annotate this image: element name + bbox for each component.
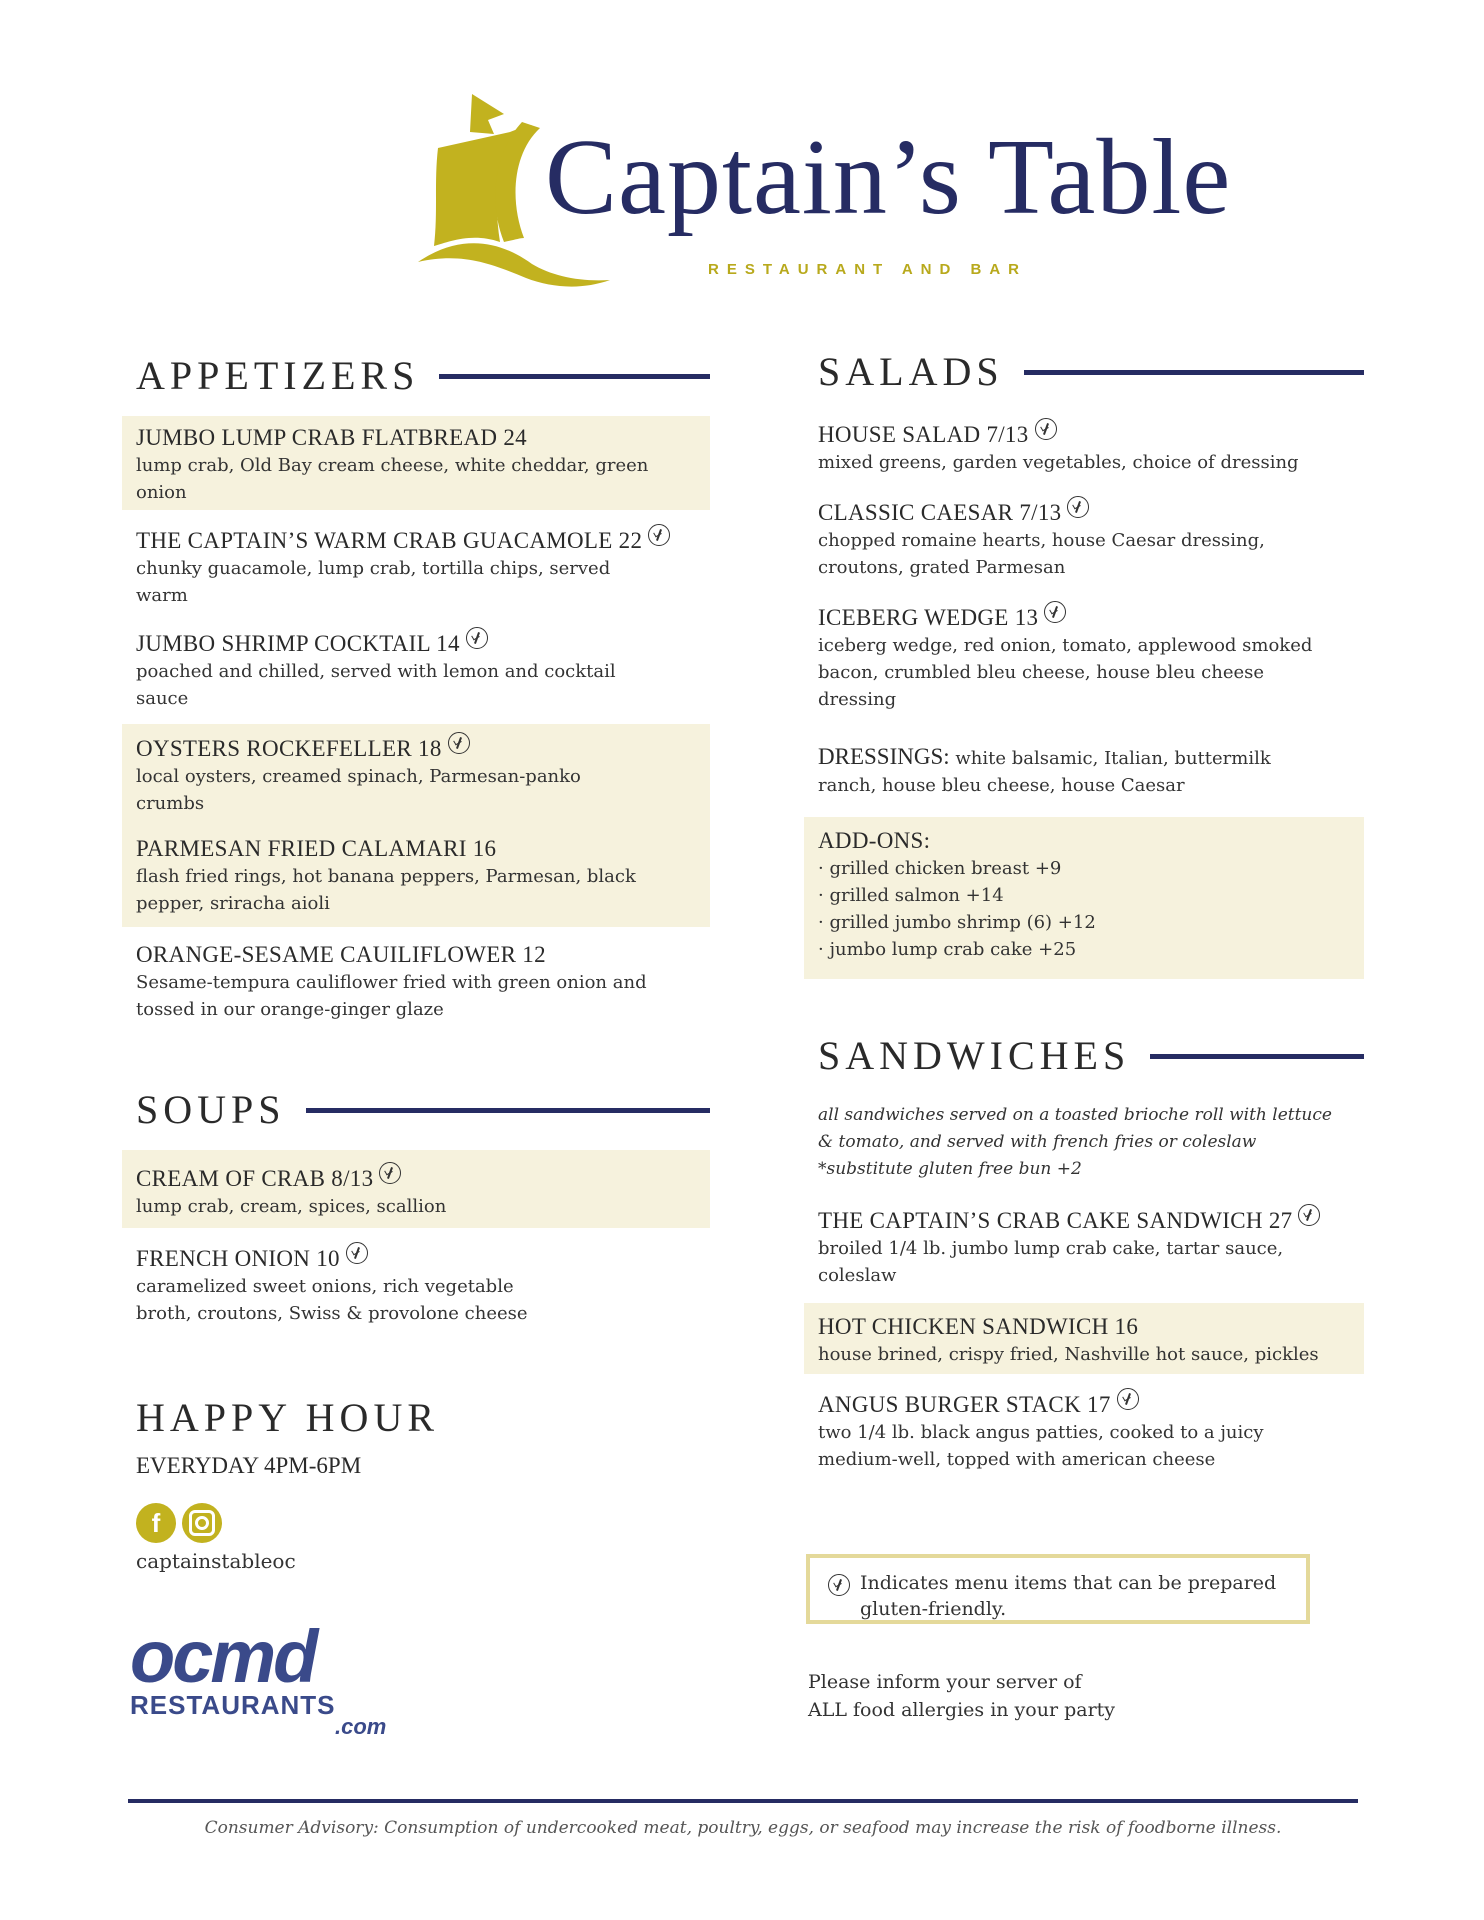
item-title: JUMBO LUMP CRAB FLATBREAD 24 bbox=[136, 425, 527, 450]
menu-item bbox=[122, 1150, 710, 1228]
item-title: ANGUS BURGER STACK 17 bbox=[818, 1392, 1111, 1417]
item-description: flash fried rings, hot banana peppers, Parmesan, black pepper, sriracha aioli bbox=[136, 866, 636, 914]
gluten-free-icon bbox=[379, 1162, 401, 1184]
happy-hour-heading: HAPPY HOUR bbox=[136, 1395, 440, 1440]
menu-item bbox=[122, 518, 710, 615]
item-description: house brined, crispy fried, Nashville hot sauce, pickles bbox=[818, 1344, 1319, 1365]
sandwiches-heading: SANDWICHES bbox=[818, 1033, 1131, 1078]
section-rule bbox=[1150, 1054, 1364, 1059]
menu-item bbox=[122, 732, 710, 823]
item-title: ORANGE-SESAME CAUILIFLOWER 12 bbox=[136, 942, 546, 967]
restaurant-logo bbox=[412, 92, 1232, 292]
happy-hour-times: EVERYDAY 4PM-6PM bbox=[136, 1453, 362, 1478]
gluten-free-icon bbox=[648, 524, 670, 546]
item-description: lump crab, cream, spices, scallion bbox=[136, 1196, 447, 1217]
salads-header bbox=[818, 348, 1364, 395]
appetizers-list bbox=[122, 416, 710, 1029]
add-on-item: · grilled jumbo shrimp (6) +12 bbox=[818, 912, 1096, 933]
add-on-item: · jumbo lump crab cake +25 bbox=[818, 939, 1077, 960]
brand-subtitle: RESTAURANT AND BAR bbox=[708, 261, 1027, 278]
item-title: CREAM OF CRAB 8/13 bbox=[136, 1166, 374, 1191]
item-description: local oysters, creamed spinach, Parmesan-panko crumbs bbox=[136, 766, 581, 814]
allergy-notice bbox=[808, 1668, 1115, 1724]
ocmd-suffix: .com bbox=[335, 1714, 387, 1739]
gluten-free-icon bbox=[828, 1574, 850, 1596]
add-on-item: · grilled chicken breast +9 bbox=[818, 858, 1062, 879]
menu-item bbox=[804, 490, 1364, 587]
item-description: mixed greens, garden vegetables, choice of dressing bbox=[818, 452, 1299, 473]
item-title: HOUSE SALAD 7/13 bbox=[818, 422, 1029, 447]
add-ons-label: ADD-ONS: bbox=[818, 828, 931, 853]
facebook-icon[interactable]: f bbox=[136, 1503, 176, 1543]
gluten-free-bun-note: *substitute gluten free bun +2 bbox=[818, 1159, 1082, 1179]
sandwiches-note bbox=[818, 1102, 1338, 1183]
item-title: ICEBERG WEDGE 13 bbox=[818, 605, 1039, 630]
ocmd-wordmark: ocmd bbox=[130, 1615, 316, 1698]
item-title: CLASSIC CAESAR 7/13 bbox=[818, 500, 1062, 525]
dressings-label: DRESSINGS: bbox=[818, 744, 950, 769]
item-description: caramelized sweet onions, rich vegetable broth, croutons, Swiss & provolone cheese bbox=[136, 1276, 528, 1324]
item-title: OYSTERS ROCKEFELLER 18 bbox=[136, 736, 442, 761]
menu-item bbox=[122, 829, 710, 923]
item-title: THE CAPTAIN’S WARM CRAB GUACAMOLE 22 bbox=[136, 528, 643, 553]
menu-item bbox=[122, 935, 710, 1029]
item-title: HOT CHICKEN SANDWICH 16 bbox=[818, 1314, 1139, 1339]
dressings bbox=[804, 737, 1364, 805]
allergy-line: ALL food allergies in your party bbox=[808, 1699, 1116, 1721]
soups-list bbox=[122, 1150, 710, 1333]
appetizers-heading: APPETIZERS bbox=[136, 353, 420, 398]
item-title: FRENCH ONION 10 bbox=[136, 1246, 340, 1271]
menu-item bbox=[122, 416, 710, 510]
footer-rule bbox=[128, 1799, 1358, 1803]
gluten-free-icon bbox=[1298, 1204, 1320, 1226]
happy-hour bbox=[136, 1394, 439, 1573]
allergy-line: Please inform your server of bbox=[808, 1671, 1082, 1693]
item-title: THE CAPTAIN’S CRAB CAKE SANDWICH 27 bbox=[818, 1208, 1293, 1233]
ocmd-sub: RESTAURANTS bbox=[130, 1690, 336, 1720]
menu-item bbox=[804, 1303, 1364, 1374]
item-title: PARMESAN FRIED CALAMARI 16 bbox=[136, 836, 497, 861]
social-icons bbox=[136, 1503, 439, 1543]
item-description: poached and chilled, served with lemon and cocktail sauce bbox=[136, 661, 616, 709]
salads-list bbox=[804, 412, 1364, 979]
section-rule bbox=[1024, 370, 1364, 375]
menu-item bbox=[122, 621, 710, 718]
highlight-group bbox=[122, 724, 710, 927]
menu-item bbox=[804, 595, 1364, 719]
item-description: broiled 1/4 lb. jumbo lump crab cake, tartar sauce, coleslaw bbox=[818, 1238, 1284, 1286]
gluten-free-icon bbox=[1044, 601, 1066, 623]
soups-header bbox=[136, 1086, 710, 1133]
gluten-free-icon bbox=[346, 1242, 368, 1264]
menu-item bbox=[804, 1382, 1364, 1479]
legend-text: Indicates menu items that can be prepared gluten-friendly. bbox=[860, 1572, 1277, 1620]
item-title: JUMBO SHRIMP COCKTAIL 14 bbox=[136, 631, 460, 656]
item-description: lump crab, Old Bay cream cheese, white cheddar, green onion bbox=[136, 455, 649, 503]
instagram-icon[interactable] bbox=[182, 1503, 222, 1543]
item-description: two 1/4 lb. black angus patties, cooked to a juicy medium-well, topped with american cheese bbox=[818, 1422, 1264, 1470]
salads-heading: SALADS bbox=[818, 349, 1004, 394]
consumer-advisory: Consumer Advisory: Consumption of undercooked meat, poultry, eggs, or seafood may increase the risk of foodborne illness. bbox=[204, 1818, 1282, 1838]
menu-item bbox=[804, 1198, 1364, 1295]
gluten-free-icon bbox=[466, 627, 488, 649]
appetizers-header bbox=[136, 352, 710, 399]
gluten-free-icon bbox=[1067, 496, 1089, 518]
social-handle[interactable]: captainstableoc bbox=[136, 1549, 296, 1573]
soups-heading: SOUPS bbox=[136, 1087, 286, 1132]
gluten-free-legend bbox=[806, 1554, 1310, 1624]
sandwiches-header bbox=[818, 1032, 1364, 1079]
menu-item bbox=[122, 1236, 710, 1333]
sandwiches-list bbox=[804, 1198, 1364, 1479]
gluten-free-icon bbox=[1117, 1388, 1139, 1410]
gluten-free-icon bbox=[448, 732, 470, 754]
item-description: Sesame-tempura cauliflower fried with green onion and tossed in our orange-ginger glaze bbox=[136, 972, 647, 1020]
brand-name: Captain’s Table bbox=[545, 118, 1232, 237]
add-on-item: · grilled salmon +14 bbox=[818, 885, 1004, 906]
add-ons bbox=[804, 817, 1364, 979]
item-description: chopped romaine hearts, house Caesar dressing, croutons, grated Parmesan bbox=[818, 530, 1265, 578]
gluten-free-icon bbox=[1035, 418, 1057, 440]
dressings-text: white balsamic, Italian, buttermilk ranch, house bleu cheese, house Caesar bbox=[818, 748, 1271, 796]
section-rule bbox=[306, 1108, 710, 1113]
menu-item bbox=[804, 412, 1364, 482]
section-rule bbox=[439, 374, 710, 379]
item-description: chunky guacamole, lump crab, tortilla chips, served warm bbox=[136, 558, 611, 606]
sandwich-note: all sandwiches served on a toasted brioche roll with lettuce & tomato, and served with french fries or coleslaw bbox=[818, 1105, 1332, 1152]
ocmd-restaurants-logo bbox=[130, 1615, 410, 1750]
item-description: iceberg wedge, red onion, tomato, applewood smoked bacon, crumbled bleu cheese, house bleu cheese dressing bbox=[818, 635, 1313, 710]
